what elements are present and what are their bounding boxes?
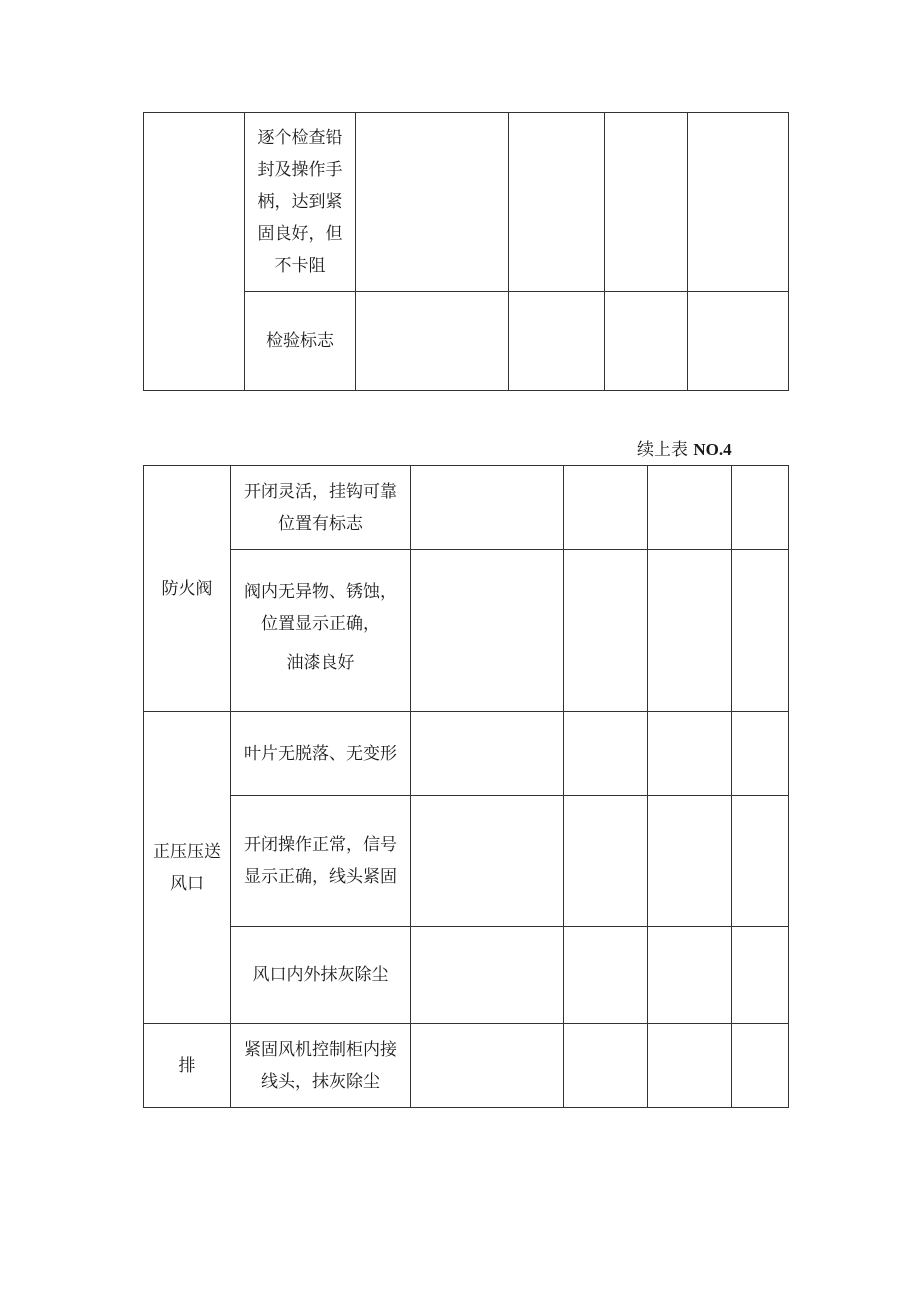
item-cell xyxy=(231,712,411,796)
empty-cell xyxy=(509,292,605,391)
empty-cell xyxy=(564,1024,648,1108)
table-row xyxy=(144,550,789,712)
empty-cell xyxy=(605,292,688,391)
table-row xyxy=(144,796,789,927)
empty-cell xyxy=(411,466,564,550)
table-row xyxy=(144,712,789,796)
category-text-line: 排 xyxy=(178,1055,196,1076)
empty-cell xyxy=(411,1024,564,1108)
empty-cell xyxy=(509,113,605,292)
category-cell xyxy=(144,113,245,391)
empty-cell xyxy=(411,550,564,712)
inspection-table-part-2 xyxy=(143,465,789,1108)
caption-number: NO.4 xyxy=(693,440,732,459)
empty-cell xyxy=(648,550,732,712)
item-text-line: 紧固风机控制柜内接 xyxy=(244,1039,397,1060)
category-cell xyxy=(144,1024,231,1108)
table-row xyxy=(144,1024,789,1108)
table-row xyxy=(144,466,789,550)
empty-cell xyxy=(356,292,509,391)
item-text-line: 风口内外抹灰除尘 xyxy=(252,965,389,985)
table-row xyxy=(144,113,789,292)
empty-cell xyxy=(564,796,648,927)
empty-cell xyxy=(411,712,564,796)
empty-cell xyxy=(732,550,789,712)
item-cell xyxy=(231,550,411,712)
item-cell xyxy=(231,466,411,550)
empty-cell xyxy=(564,550,648,712)
category-text-line: 正压压送 xyxy=(153,841,221,862)
empty-cell xyxy=(732,796,789,927)
empty-cell xyxy=(356,113,509,292)
item-text-line: 油漆良好 xyxy=(286,652,355,673)
inspection-table-part-1 xyxy=(143,112,789,391)
empty-cell xyxy=(648,1024,732,1108)
item-text-line: 显示正确，线头紧固 xyxy=(244,867,397,887)
item-text-line: 叶片无脱落、无变形 xyxy=(244,743,397,764)
empty-cell xyxy=(648,466,732,550)
empty-cell xyxy=(411,796,564,927)
item-text-line: 开闭灵活，挂钩可靠 xyxy=(244,481,397,502)
caption-prefix: 续上表 xyxy=(637,440,694,460)
item-text-line: 线头，抹灰除尘 xyxy=(261,1071,380,1092)
empty-cell xyxy=(648,712,732,796)
item-text-line: 开闭操作正常，信号 xyxy=(244,835,397,855)
item-cell xyxy=(231,796,411,927)
empty-cell xyxy=(411,927,564,1024)
item-text-line: 位置显示正确， xyxy=(261,613,380,634)
table-caption xyxy=(637,438,732,462)
item-text-line: 封及操作手 xyxy=(257,160,343,180)
item-cell xyxy=(245,292,356,391)
empty-cell xyxy=(564,466,648,550)
empty-cell xyxy=(732,466,789,550)
empty-cell xyxy=(605,113,688,292)
item-text-line: 柄，达到紧 xyxy=(257,192,343,212)
empty-cell xyxy=(732,712,789,796)
empty-cell xyxy=(732,927,789,1024)
item-cell xyxy=(231,927,411,1024)
empty-cell xyxy=(688,113,789,292)
item-text-line: 固良好，但 xyxy=(257,224,343,244)
category-text-line: 防火阀 xyxy=(161,578,213,599)
empty-cell xyxy=(648,927,732,1024)
item-text-line: 不卡阻 xyxy=(274,256,326,276)
item-cell xyxy=(231,1024,411,1108)
empty-cell xyxy=(648,796,732,927)
item-text-line: 检验标志 xyxy=(266,331,334,351)
item-text-line: 逐个检查铅 xyxy=(257,128,343,148)
table-row xyxy=(144,927,789,1024)
item-cell xyxy=(245,113,356,292)
empty-cell xyxy=(732,1024,789,1108)
category-cell xyxy=(144,712,231,1024)
empty-cell xyxy=(688,292,789,391)
item-text-line: 位置有标志 xyxy=(278,513,363,534)
empty-cell xyxy=(564,712,648,796)
category-cell xyxy=(144,466,231,712)
item-text-line: 阀内无异物、锈蚀， xyxy=(244,581,397,602)
category-text-line: 风口 xyxy=(170,873,204,894)
empty-cell xyxy=(564,927,648,1024)
